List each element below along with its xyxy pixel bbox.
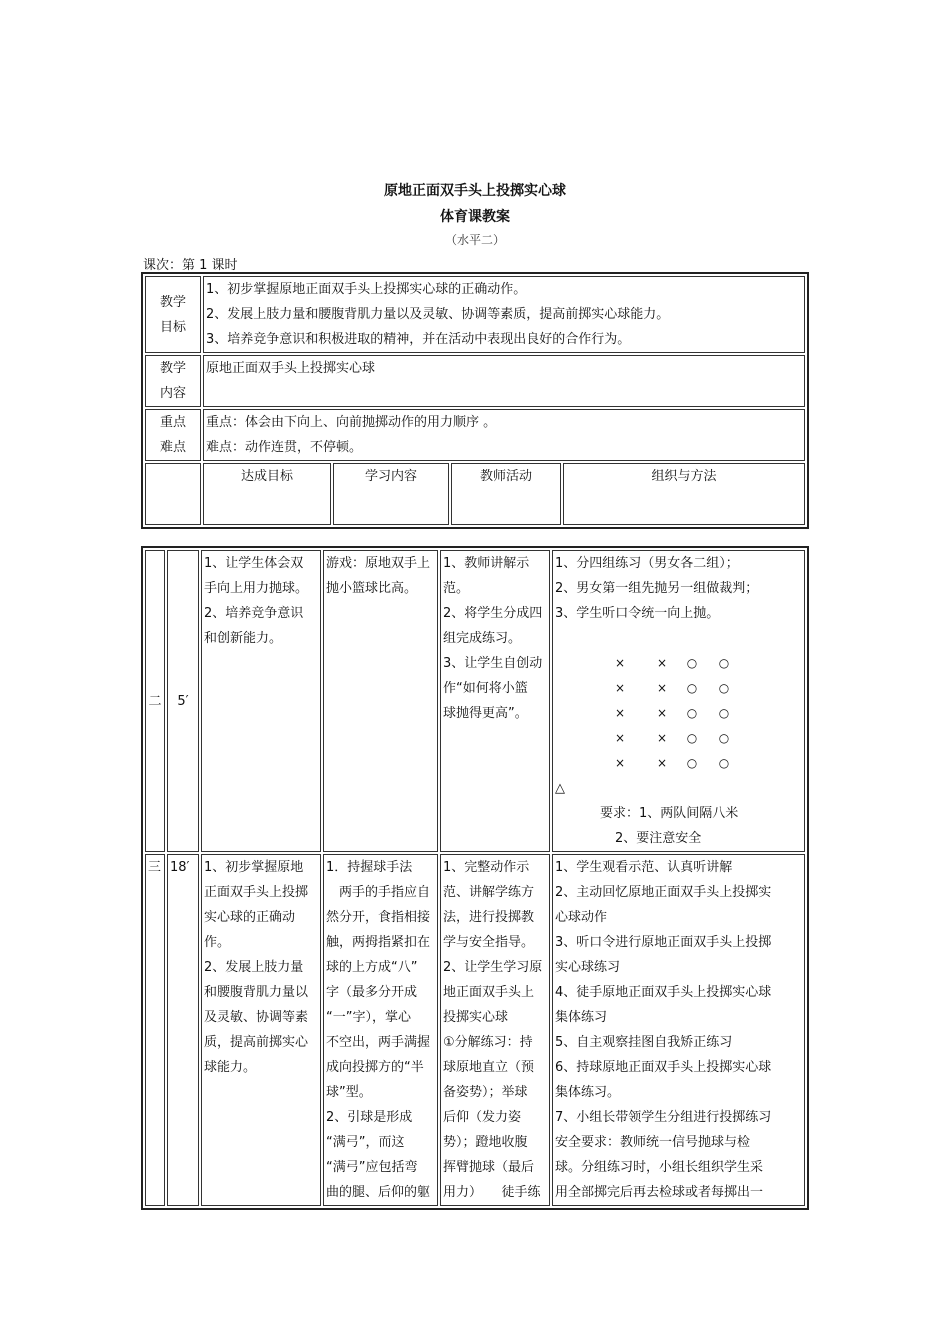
key-cell: 重点：体会由下向上、向前抛掷动作的用力顺序 。 难点：动作连贯，不停顿。 [203,409,805,461]
col-header-goal: 达成目标 [203,463,331,525]
formation-diagram [555,651,802,801]
requirement-1: 要求：1、两队间隔八米 [600,806,739,821]
col-header-method: 组织与方法 [563,463,805,525]
doc-title: 原地正面双手头上投掷实心球 [384,183,566,199]
col-header-content: 学习内容 [333,463,449,525]
content-cell: 游戏：原地双手上 抛小篮球比高。 [323,550,438,852]
content-cell: 原地正面双手头上投掷实心球 [203,355,805,407]
time-label: 18′ [167,854,199,1206]
col-header-teacher: 教师活动 [451,463,561,525]
plan-body-table [141,546,809,1210]
content-label: 教学 内容 [145,355,201,407]
method-cell: 1、学生观看示范、认真听讲解 2、主动回忆原地正面双手头上投掷实 心球动作 3、听口令进行原地正面双手头上投掷 实心球练习 4、徒手原地正面双手头上投掷实心球 集体练习 5、自主观察挂图自我矫正练习 6、持球原地正面双手头上投掷实心球 集体练习。 7、小组长带领学生分组进行投掷练习 安全要求：教师统一信号抛球与检 球。分组练习时，小组长组织学生采 用全部掷完后再去检球或者每掷出一 [552,854,805,1206]
goal-cell: 1、初步掌握原地 正面双手头上投掷 实心球的正确动 作。 2、发展上肢力量 和腰腹背肌力量以 及灵敏、协调等素 质，提高前掷实心 球能力。 [201,854,321,1206]
requirement-2: 2、要注意安全 [615,831,702,846]
teacher-position-icon: △ [555,781,565,796]
method-cell: 1、分四组练习（男女各二组）； 2、男女第一组先抛另一组做裁判； 3、学生听口令统一向上抛。 × × ○ ○ × × ○ ○ × × ○ ○ × × ○ ○ × × ○ ○ △ 要求：1、两队间隔八米 2、要注意安全 [552,550,805,852]
part-label: 三 [145,854,165,1206]
formation-row: × × ○ ○ [614,681,730,695]
formation-row: × × ○ ○ [614,706,730,720]
goals-cell: 1、初步掌握原地正面双手头上投掷实心球的正确动作。 2、发展上肢力量和腰腹背肌力量以及灵敏、协调等素质，提高前掷实心球能力。 3、培养竞争意识和积极进取的精神，并在活动中表现出良好的合作行为。 [203,276,805,353]
doc-level: （水平二） [444,233,505,247]
teacher-cell: 1、完整动作示 范、讲解学练方 法，进行投掷教 学与安全指导。 2、让学生学习原 地正面双手头上 投掷实心球 ①分解练习：持 球原地直立（预 备姿势）；举球 后仰（发力姿 势）；蹬地收腹 挥臂抛球（最后 用力） 徒手练 [440,854,550,1206]
key-label: 重点 难点 [145,409,201,461]
doc-subtitle: 体育课教案 [440,209,510,225]
teacher-cell: 1、教师讲解示 范。 2、将学生分成四 组完成练习。 3、让学生自创动 作“如何将小篮 球抛得更高”。 [440,550,550,852]
formation-row: × × ○ ○ [614,756,730,770]
table-row [145,550,805,852]
table-row [145,854,805,1206]
lesson-number: 课次：第 1 课时 [143,258,238,273]
goal-cell: 1、让学生体会双 手向上用力抛球。 2、培养竞争意识 和创新能力。 [201,550,321,852]
part-label: 二 [145,550,165,852]
goals-label: 教学 目标 [145,276,201,353]
formation-row: × × ○ ○ [614,656,730,670]
plan-header-table [141,272,809,529]
blank-label [145,463,201,525]
formation-row: × × ○ ○ [614,731,730,745]
time-label: 5′ [167,550,199,852]
content-cell: 1．持握球手法 两手的手指应自 然分开，食指相接 触，两拇指紧扣在 球的上方成“八” 字（最多分开成 “一”字），掌心 不空出，两手满握 成向投掷方的“半 球”型。 2、引球是形成 “满弓”，而这 “满弓”应包括弯 曲的腿、后仰的躯 [323,854,438,1206]
